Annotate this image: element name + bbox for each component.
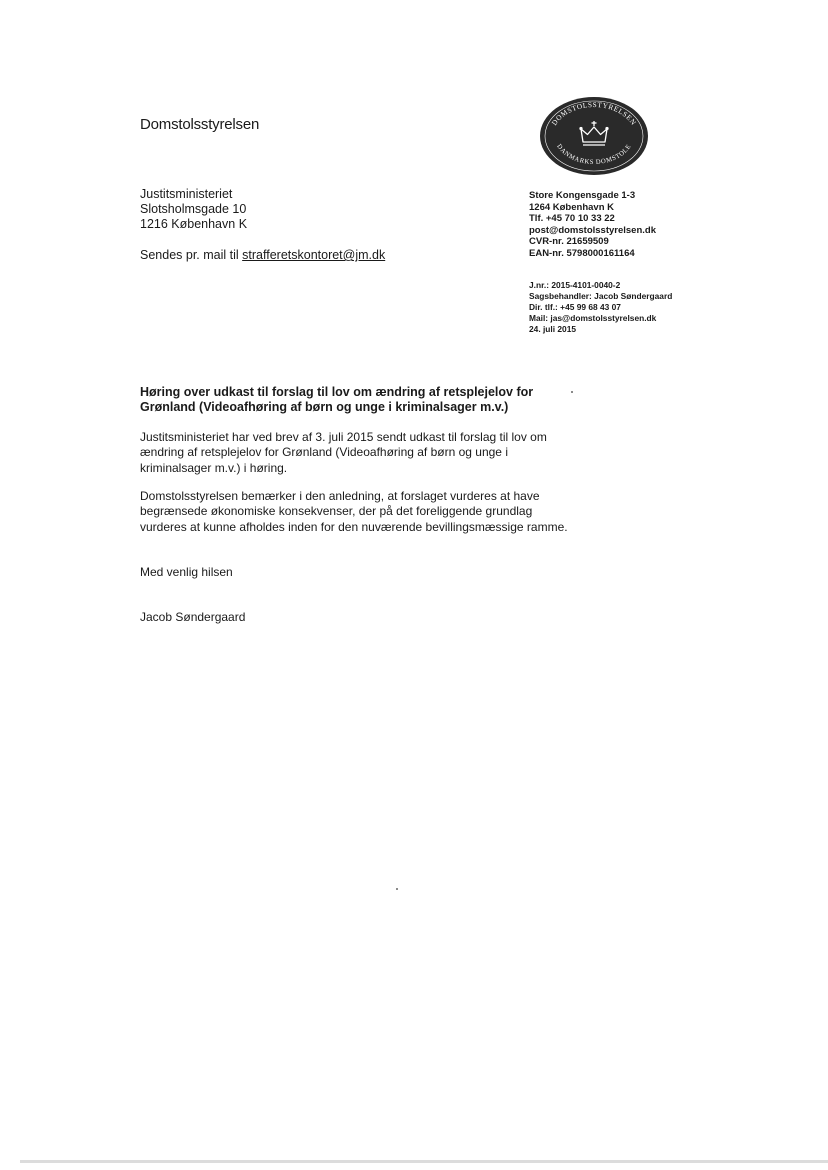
recipient-line: Slotsholmsgade 10 [140,202,247,216]
contact-email: post@domstolsstyrelsen.dk [529,224,656,236]
contact-line: Store Kongensgade 1-3 [529,190,636,201]
signature-name: Jacob Søndergaard [140,610,246,624]
case-email: Mail: jas@domstolsstyrelsen.dk [529,313,657,323]
recipient-address [140,187,247,232]
recipient-line: Justitsministeriet [140,187,233,201]
seal-top-text: DOMSTOLSSTYRELSEN [550,100,638,127]
seal-bottom-text: DANMARKS DOMSTOLE [555,143,633,166]
scan-speck [571,391,573,393]
letter-subject: Høring over udkast til forslag til lov om ændring af retsplejelov for Grønland (Videoafhøring af børn og unge i kriminalsager m.v.) [140,385,534,414]
recipient-email-link[interactable]: strafferetskontoret@jm.dk [242,248,386,262]
case-info-block [529,280,672,335]
letter-date: 24. juli 2015 [529,324,577,334]
contact-line: Tlf. +45 70 10 33 22 [529,213,615,225]
body-paragraph-1: Justitsministeriet har ved brev af 3. juli 2015 sendt udkast til forslag til lov om ændring af retsplejelov for Grønland (Videoafhøring af børn og unge i kriminalsager m.v.) i høring. [140,430,547,475]
case-handler: Sagsbehandler: Jacob Søndergaard [529,291,673,301]
scan-bottom-edge [20,1160,828,1163]
contact-line: CVR-nr. 21659509 [529,236,609,248]
contact-line: EAN-nr. 5798000161164 [529,247,635,259]
closing-greeting: Med venlig hilsen [140,565,233,579]
scan-speck [396,888,398,890]
contact-line: 1264 København K [529,201,614,213]
sender-organization: Domstolsstyrelsen [140,116,260,133]
domstolsstyrelsen-seal-icon [538,96,650,176]
body-paragraph-2: Domstolsstyrelsen bemærker i den anledning, at forslaget vurderes at have begrænsede økonomiske konsekvenser, der på det foreliggende grundlag vurderes at kunne afholdes inden for den nuværende bevillingsmæssige ramme. [140,489,568,534]
recipient-line: 1216 København K [140,217,248,231]
sendes-line [140,248,385,262]
sendes-prefix: Sendes pr. mail til [140,248,243,262]
case-phone: Dir. tlf.: +45 99 68 43 07 [529,302,621,312]
sender-contact-block [529,190,656,260]
case-number: J.nr.: 2015-4101-0040-2 [529,280,621,290]
